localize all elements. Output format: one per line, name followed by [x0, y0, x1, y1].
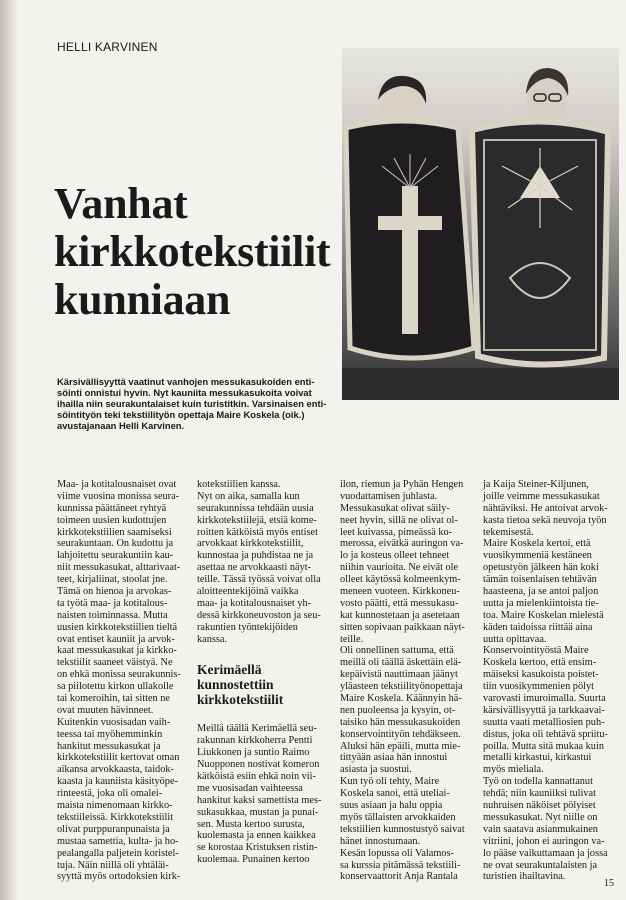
body-text-line: myös tällaisten arvokkaiden	[340, 811, 456, 823]
body-text-line: uutta ja mielenkiintoista tie-	[483, 597, 599, 609]
subheading-line: kirkkotekstiilit	[197, 692, 284, 708]
body-text-line: me vuosisadan vaihteessa	[197, 782, 303, 794]
body-text-line: niihin vaurioita. Ne eivät ole	[340, 562, 459, 574]
body-text-line: uutta opittavaa.	[483, 633, 547, 645]
body-text-line: Oli onnellinen sattuma, että	[340, 645, 454, 657]
body-text-line: seurakuntaan. On kudottu ja	[57, 538, 174, 550]
body-text-line: tai komeroihin, tai sitten ne	[57, 693, 170, 705]
body-text-line: mustaa samettia, kulta- ja ho-	[57, 835, 179, 847]
body-text-line: turistien ihailtavina.	[483, 871, 566, 883]
body-text-line: olivat purppuranpunaista ja	[57, 823, 170, 835]
body-text-line: lo ja kosteus olleet tehneet	[340, 550, 450, 562]
body-text-line: nen puoleensa ja kysyin, ot-	[340, 704, 456, 716]
caption-line: söinti onnistui hyvin. Nyt kauniita messukasukoita voivat	[57, 387, 312, 398]
caption-line: Kärsivällisyyttä vaatinut vanhojen messukasukoiden enti-	[57, 376, 315, 387]
body-text-line: Maire Koskela. Käännyin hä-	[340, 693, 462, 705]
body-text-line: suus asiaan ja halu oppia	[340, 800, 443, 812]
body-text-line: Kesän lopussa oli Valamos-	[340, 847, 454, 859]
body-text-line: teessa tai myöhemminkin	[57, 728, 163, 740]
body-text-line: kunnostaa ja puhdistaa ne ja	[197, 550, 314, 562]
body-text-line: kasta tietoa sekä neuvoja työn	[483, 514, 607, 526]
body-text-line: varovasti imuroimalla. Suurta	[483, 693, 606, 705]
body-text-line: pealangalla paljetein koristel-	[57, 847, 179, 859]
body-text-line: ovat entiset kauniit ja arvok-	[57, 633, 175, 645]
body-text-line: Meillä täällä Kerimäellä seu-	[197, 723, 317, 735]
body-text-line: arvokkaat kirkkotekstiilit,	[197, 538, 304, 550]
body-text-line: nuhruisen näköiset pölyiset	[483, 800, 596, 812]
body-text-line: tehdä; niin kauniiksi tulivat	[483, 788, 596, 800]
body-text-line: lahjoitettu seurakuntiin kau-	[57, 550, 174, 562]
body-text-line: Kuitenkin vuosisadan vaih-	[57, 716, 171, 728]
body-text-line: tämän toisenlaisen tehtävän	[483, 574, 597, 586]
body-text-line: Työ on todella kannattanut	[483, 776, 593, 788]
body-text-line: tiin vuosikymmenien pölyt	[483, 681, 594, 693]
body-text-line: sa piilotettu kirkon ullakolle	[57, 681, 174, 693]
body-text-line: se korostaa Kristuksen ristin-	[197, 842, 318, 854]
body-text-line: naisten toiminnassa. Mutta	[57, 609, 168, 621]
body-column-1	[57, 479, 185, 883]
body-text-line: on ehkä monissa seurakunnis-	[57, 669, 181, 681]
body-text-line: teet, kirjaliinat, stoolat jne.	[57, 574, 168, 586]
body-text-line: yläasteen tekstiilityönopettaja	[340, 681, 463, 693]
author-name: HELLI KARVINEN	[57, 40, 158, 54]
body-text-line: ta työtä maa- ja kotitalous-	[57, 597, 168, 609]
body-text-line: kanssa.	[197, 633, 228, 645]
caption-line: ihailla niin seurakuntalaiset kuin turistitkin. Varsinaisen enti-	[57, 398, 327, 409]
body-text-line: tekemisestä.	[483, 526, 534, 538]
body-text-line: kaat messukasukat ja kirkko-	[57, 645, 177, 657]
subhead-spacer	[197, 707, 327, 723]
photo-illustration	[342, 48, 619, 400]
body-text-line: sen. Musta kertoo surusta,	[197, 818, 305, 830]
body-text-line: ilon, riemun ja Pyhän Hengen	[340, 479, 464, 490]
body-text-line: vain saatava asianmukainen	[483, 823, 598, 835]
body-text-line: kätköistä esiin ehkä noin vii-	[197, 771, 316, 783]
body-text-line: kepäivistä nauttimaan jäänyt	[340, 669, 458, 681]
body-text-line: rinteestä, joka oli omalei-	[57, 788, 163, 800]
body-text-line: Kun työ oli tehty, Maire	[340, 776, 440, 788]
body-text-line: kuolemasta ja ennen kaikkea	[197, 830, 316, 842]
body-text-line: Koskela kertoo, että ensim-	[483, 657, 597, 669]
body-text-line: sa kurssia pitämässä tekstiili-	[340, 859, 461, 871]
body-text-line: distus, joka oli tehtävä spriitu-	[483, 728, 608, 740]
body-text-line: Nyt on aika, samalla kun	[197, 490, 300, 502]
page-number: 15	[604, 878, 614, 889]
body-text-line: sukasukkaa, mustan ja punai-	[197, 806, 319, 818]
body-text-line: Maa- ja kotitalousnaiset ovat	[57, 479, 177, 490]
body-text-line: Aluksi hän epäili, mutta mie-	[340, 740, 461, 752]
body-text-line: vosto päätti, että messukasu-	[340, 597, 459, 609]
body-text-line: kat kunnostetaan ja asetetaan	[340, 609, 460, 621]
body-text-line: ovat muuten hävinneet.	[57, 704, 154, 716]
body-text-line: vitriini, johon ei auringon va-	[483, 835, 605, 847]
body-text-line: toa. Maire Koskelan mielestä	[483, 609, 604, 621]
photo-floor	[342, 368, 619, 400]
body-column-4	[483, 479, 615, 883]
body-text-line: syyttä myös ortodoksien kirk-	[57, 871, 181, 883]
title-line: kirkkotekstiilit	[54, 227, 331, 276]
body-text-line: mäiseksi kasukoista poistet-	[483, 669, 599, 681]
body-text-line: ja Kaija Steiner-Kiljunen,	[483, 479, 589, 490]
body-text-line: Konservointityöstä Maire	[483, 645, 589, 657]
body-text-line: ne ovat seurakuntalaisten ja	[483, 859, 598, 871]
subheading-line: kunnostettiin	[197, 677, 274, 693]
body-text-line: nähtäviksi. He antoivat arvok-	[483, 502, 608, 514]
body-text-line: käden taidoissa riittää aina	[483, 621, 593, 633]
body-text-line: maista nimenomaan kirkko-	[57, 800, 173, 812]
body-text-line: Tämä on hienoa ja arvokas-	[57, 586, 172, 598]
body-text-line: metalli kirkastui, kirkastui	[483, 752, 592, 764]
body-text-line: messukasukat. Nyt niille on	[483, 811, 598, 823]
body-text-line: kotekstiilien kanssa.	[197, 479, 281, 490]
body-text-line: meneen vuoteen. Kirkkoneu-	[340, 586, 460, 598]
body-text-line: dessä kirkkoneuvoston ja seu-	[197, 609, 321, 621]
body-text-line: rakuntien työntekijöiden	[197, 621, 298, 633]
body-text-line: Liukkonen ja suntio Raimo	[197, 747, 310, 759]
body-text-line: olleet käytössä kolmeenkym-	[340, 574, 461, 586]
body-text-line: meillä oli täällä äskettäin elä-	[340, 657, 462, 669]
body-text-line: toimeen uusien kudottujen	[57, 514, 167, 526]
body-text-line: lo pääse vaikuttamaan ja jossa	[483, 847, 608, 859]
body-text-line: seurakunnissa tehdään uusia	[197, 502, 314, 514]
body-text-line: viime vuosina monissa seura-	[57, 490, 180, 502]
page-gutter-shadow	[0, 0, 18, 900]
body-text-line: leet kuivassa, pimeässä ko-	[340, 526, 453, 538]
body-text-line: asettaa ne arvokkaasti näyt-	[197, 562, 312, 574]
body-text-line: tekstiilien kunnostustyö saivat	[340, 823, 465, 835]
body-text-line: opetustyön jälkeen hän koki	[483, 562, 599, 574]
body-text-line: vuodattamisen juhlasta.	[340, 490, 438, 502]
body-text-line: kirkkotekstiilejä, etsiä kome-	[197, 514, 317, 526]
body-text-line: vuosikymmeniä kestäneen	[483, 550, 592, 562]
caption-line: söintityön teki tekstiilityön opettaja Maire Koskela (oik.)	[57, 409, 305, 420]
subheading-line: Kerimäellä	[197, 662, 262, 678]
body-text-line: kirkkotekstiilit kertovat oman	[57, 752, 180, 764]
body-text-line: rakunnan kirkkoherra Pentti	[197, 735, 313, 747]
photo-caption	[57, 376, 332, 431]
body-text-line: aloitteentekijöinä vaikka	[197, 586, 299, 598]
body-text-line: Maire Koskela kertoi, että	[483, 538, 591, 550]
body-text-line: tittyään asiaa hän innostui	[340, 752, 448, 764]
body-text-line: niit messukasukat, alttarivaat-	[57, 562, 181, 574]
body-text-line: sitten sopivaan paikkaan näyt-	[340, 621, 465, 633]
body-text-line: konservointityön tehdäkseen.	[340, 728, 461, 740]
caption-line: avustajanaan Helli Karvinen.	[57, 420, 185, 431]
body-text-line: myös mieliala.	[483, 764, 544, 776]
body-text-line: asiasta ja suostui.	[340, 764, 412, 776]
body-column-3	[340, 479, 472, 883]
body-text-line: Koskela sanoi, että uteliai-	[340, 788, 450, 800]
body-text-line: teille. Tässä työssä voivat olla	[197, 574, 321, 586]
section-subheading	[197, 662, 327, 707]
body-text-line: hankitut kaksi samettista mes-	[197, 794, 322, 806]
body-text-line: haasteena, ja se antoi paljon	[483, 586, 599, 598]
body-text-line: kaasta ja kauniista käsityöpe-	[57, 776, 178, 788]
body-text-line: aikansa arvokkaasta, taidok-	[57, 764, 174, 776]
body-text-line: kunnissa päättäneet ryhtyä	[57, 502, 167, 514]
column-2-top	[197, 479, 327, 645]
body-text-line: kärsivällisyyttä ja tarkkaavai-	[483, 704, 605, 716]
body-text-line: tekstiileissä. Kirkkotekstiilit	[57, 811, 174, 823]
body-text-line: poilla. Mutta sitä mukaa kuin	[483, 740, 604, 752]
body-text-line: neet hyvin, sillä ne olivat ol-	[340, 514, 458, 526]
body-text-line: hankitut messukasukat ja	[57, 740, 161, 752]
body-text-line: taisiko hän messukasukoiden	[340, 716, 461, 728]
body-text-line: konservaattorit Anja Rantala	[340, 871, 458, 883]
body-column-2	[197, 479, 327, 866]
title-line: Vanhat	[54, 179, 188, 228]
body-text-line: roitten kätköistä myös entiset	[197, 526, 318, 538]
subhead-spacer	[197, 645, 327, 662]
column-2-bottom	[197, 723, 327, 866]
body-text-line: joille veimme messukasukat	[483, 490, 600, 502]
body-text-line: tuja. Näin niillä oli yhtäläi-	[57, 859, 169, 871]
body-text-line: hänet innostumaan.	[340, 835, 421, 847]
body-text-line: kuolemaa. Punainen kertoo	[197, 854, 310, 866]
body-text-line: Nuopponen nostivat komeron	[197, 759, 320, 771]
body-text-line: suutta vaati metalliosien puh-	[483, 716, 605, 728]
body-text-line: kirkkotekstiilien saamiseksi	[57, 526, 172, 538]
body-text-line: teille.	[340, 633, 364, 645]
body-text-line: tekstiilit saaneet väistyä. Ne	[57, 657, 173, 669]
article-title	[54, 180, 344, 324]
body-text-line: maa- ja kotitalousnaiset yh-	[197, 597, 312, 609]
body-text-line: merossa, eivätkä auringon va-	[340, 538, 464, 550]
body-text-line: Messukasukat olivat säily-	[340, 502, 450, 514]
photo-of-two-women-holding-vestments	[342, 48, 619, 400]
title-line: kunniaan	[54, 275, 231, 324]
body-text-line: uusien kirkkotekstiilien tieltä	[57, 621, 178, 633]
